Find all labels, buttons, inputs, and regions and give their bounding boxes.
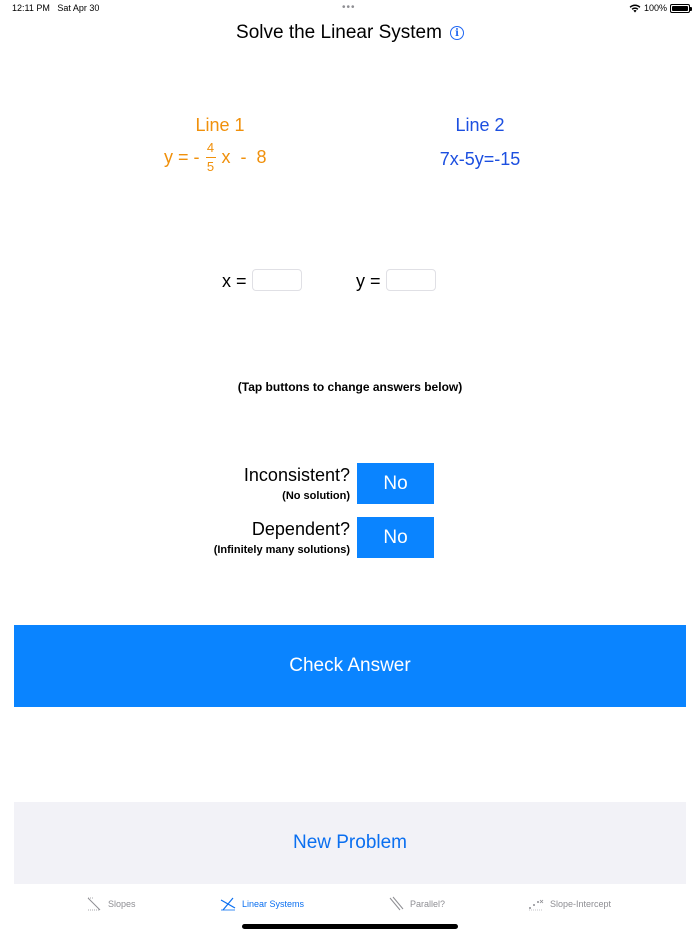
tab-slope-intercept-label: Slope-Intercept xyxy=(550,899,612,909)
linear-systems-icon xyxy=(220,896,236,912)
line1-fraction xyxy=(206,141,216,174)
new-problem-button[interactable]: New Problem xyxy=(14,802,686,884)
tab-slopes-label: Slopes xyxy=(108,899,136,909)
dependent-label: Dependent? xyxy=(251,519,350,539)
status-bar-time: 12:11 PM Sat Apr 30 xyxy=(12,3,100,13)
status-bar-right xyxy=(629,3,690,13)
y-label: y = xyxy=(356,271,381,291)
info-icon[interactable]: i xyxy=(450,26,464,40)
line1-lhs: y = - xyxy=(164,147,200,167)
parallel-icon xyxy=(388,896,404,912)
dependent-toggle-button[interactable]: No xyxy=(357,517,434,558)
line1-equation xyxy=(164,141,267,174)
check-answer-button[interactable]: Check Answer xyxy=(14,625,686,707)
page-title-text: Solve the Linear System xyxy=(236,22,442,43)
tab-linear-systems[interactable] xyxy=(220,896,304,912)
line1-rhs: x - 8 xyxy=(221,147,267,167)
slope-intercept-icon xyxy=(528,896,544,912)
tab-slopes[interactable] xyxy=(86,896,136,912)
inconsistent-label: Inconsistent? xyxy=(243,465,350,485)
battery-icon xyxy=(670,4,690,13)
home-indicator[interactable] xyxy=(242,924,458,929)
multitasking-dots-icon[interactable]: ••• xyxy=(342,2,356,13)
line1-numerator: 4 xyxy=(206,140,215,155)
page-title xyxy=(0,22,700,44)
wifi-icon xyxy=(629,4,641,13)
line2-equation: 7x-5y=-15 xyxy=(439,149,521,169)
inconsistent-sub: (No solution) xyxy=(282,490,350,502)
dependent-sub: (Infinitely many solutions) xyxy=(213,544,350,556)
inconsistent-toggle-button[interactable]: No xyxy=(357,463,434,504)
tab-bar xyxy=(0,890,700,926)
tab-slope-intercept[interactable] xyxy=(528,896,611,912)
tab-parallel[interactable] xyxy=(388,896,445,912)
x-input[interactable] xyxy=(252,269,302,291)
line1-label: Line 1 xyxy=(195,115,245,135)
x-label: x = xyxy=(222,271,247,291)
tab-linear-systems-label: Linear Systems xyxy=(242,899,305,909)
line2-label: Line 2 xyxy=(455,115,505,135)
y-input[interactable] xyxy=(386,269,436,291)
slopes-icon xyxy=(86,896,102,912)
hint-text: (Tap buttons to change answers below) xyxy=(237,380,463,394)
line1-denominator: 5 xyxy=(206,159,215,174)
battery-percent: 100% xyxy=(643,3,667,13)
tab-parallel-label: Parallel? xyxy=(410,899,446,909)
